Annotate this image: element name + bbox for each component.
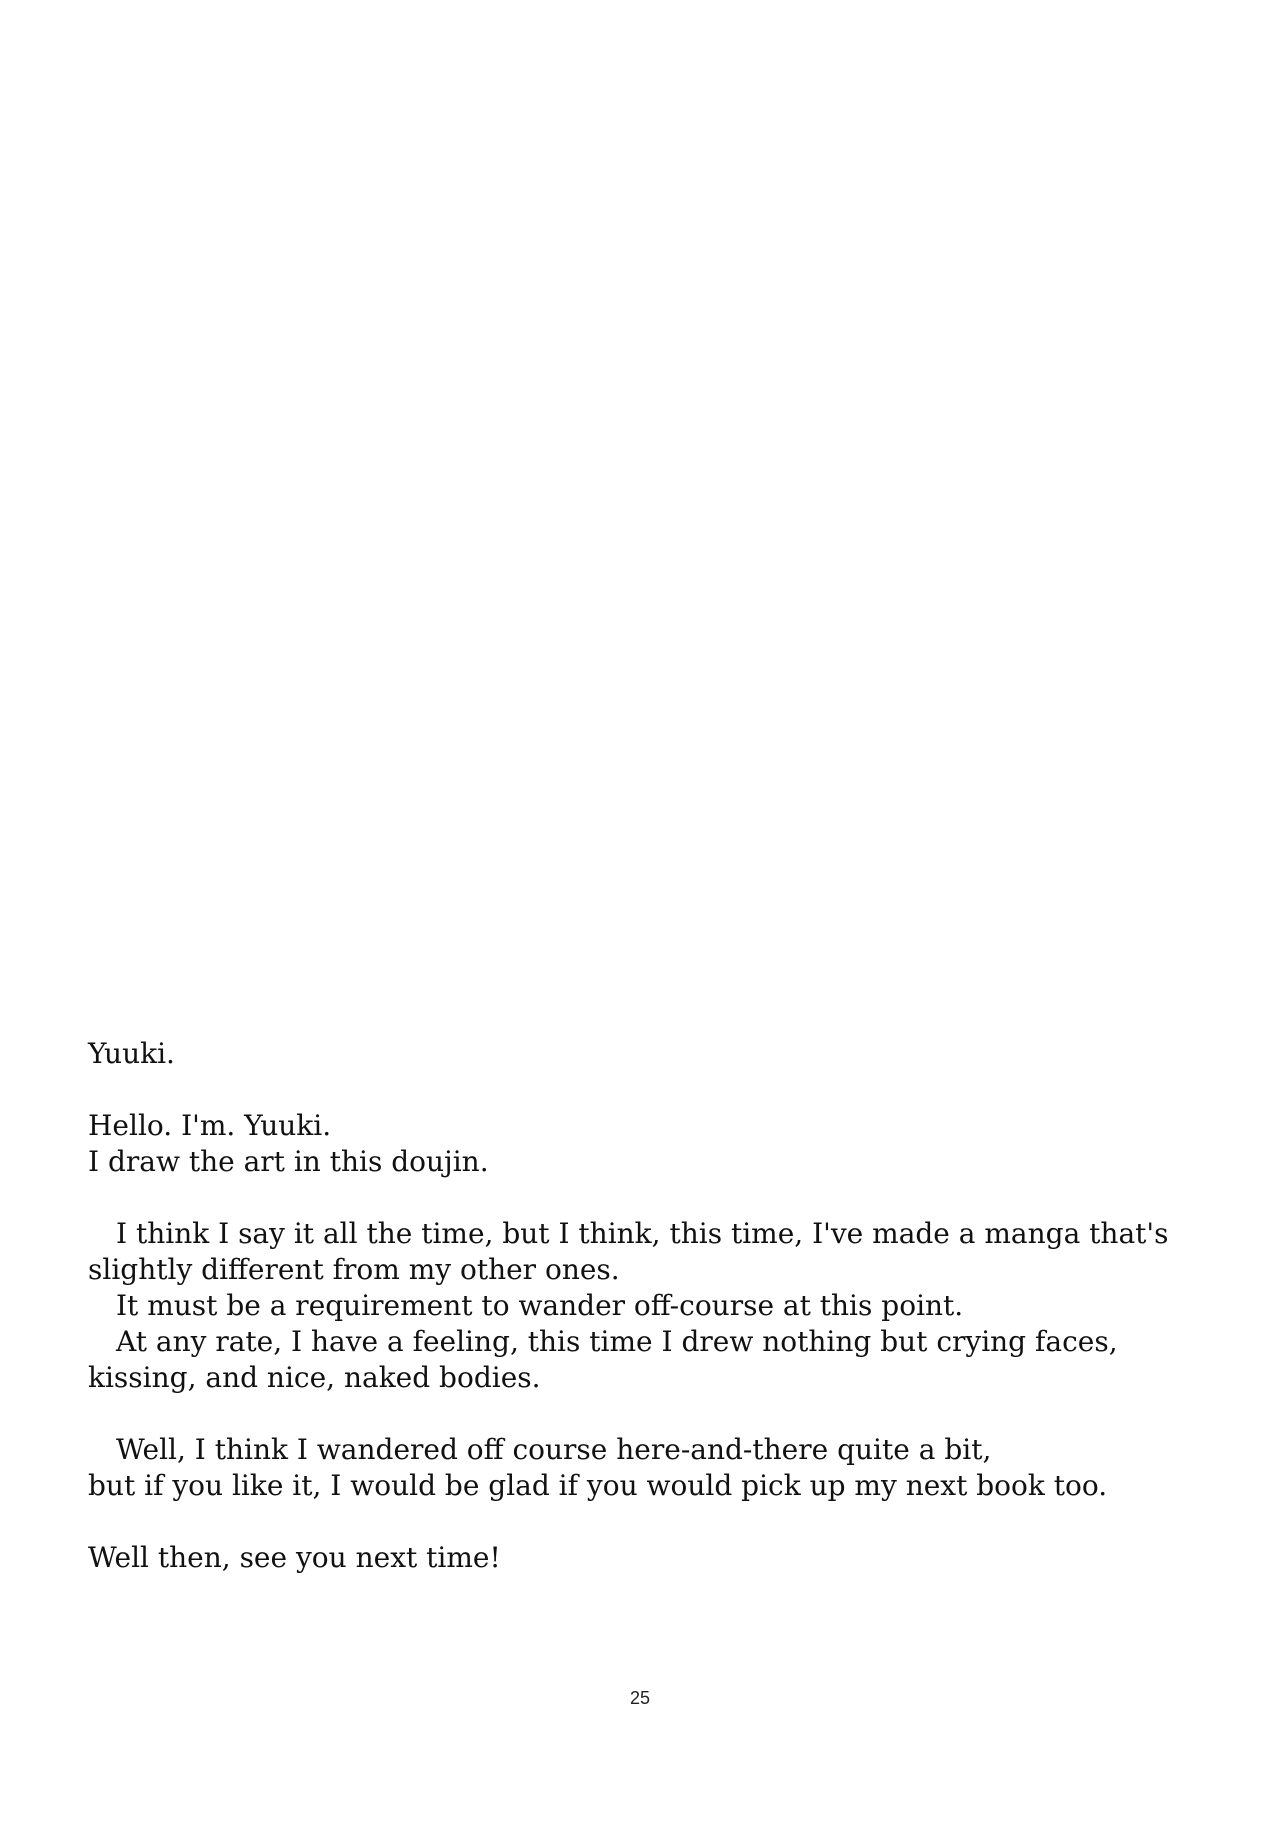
body-line: It must be a requirement to wander off-course at this point. xyxy=(116,1289,964,1322)
body-line: but if you like it, I would be glad if you would pick up my next book too. xyxy=(88,1469,1108,1502)
afterword-text-block xyxy=(88,1036,1208,1612)
body-line: slightly different from my other ones. xyxy=(88,1253,620,1286)
body-paragraph-1 xyxy=(88,1216,1208,1396)
body-paragraph-2 xyxy=(88,1432,1208,1504)
intro-paragraph xyxy=(88,1108,1208,1180)
intro-line: I draw the art in this doujin. xyxy=(88,1145,489,1178)
author-signature: Yuuki. xyxy=(88,1037,175,1070)
body-line: kissing, and nice, naked bodies. xyxy=(88,1361,541,1394)
intro-line: Hello. I'm. Yuuki. xyxy=(88,1109,332,1142)
page-number: 25 xyxy=(629,1688,651,1708)
body-line: I think I say it all the time, but I think, this time, I've made a manga that's xyxy=(116,1217,1169,1250)
body-line: At any rate, I have a feeling, this time I drew nothing but crying faces, xyxy=(116,1325,1118,1358)
closing-line: Well then, see you next time! xyxy=(88,1541,501,1574)
body-line: Well, I think I wandered off course here-and-there quite a bit, xyxy=(116,1433,992,1466)
